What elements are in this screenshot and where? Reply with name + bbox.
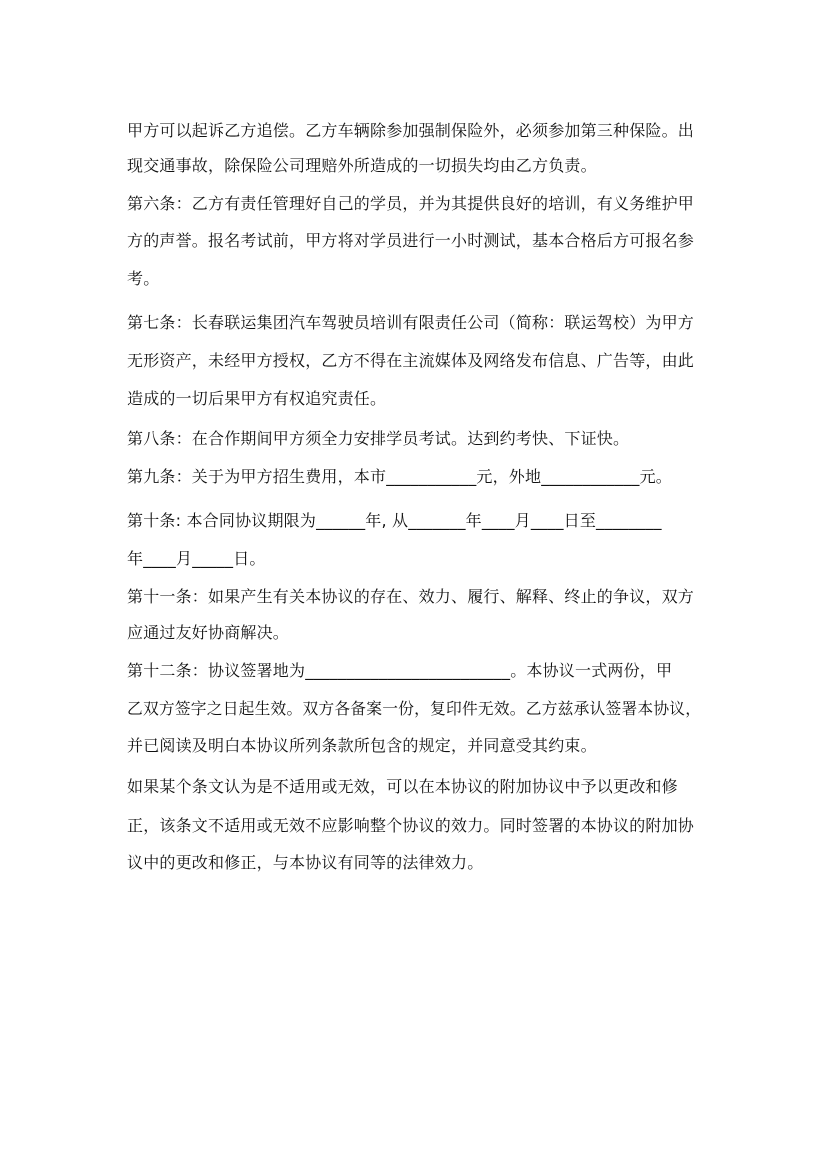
text-line: 第十条: 本合同协议期限为______年, 从_______年____月____日至________ <box>127 511 662 530</box>
text-line: 第十一条：如果产生有关本协议的存在、效力、履行、解释、终止的争议，双方 <box>127 587 695 606</box>
text-line: 方的声誉。报名考试前，甲方将对学员进行一小时测试，基本合格后方可报名参 <box>127 231 695 250</box>
text-line: 并已阅读及明白本协议所列条款所包含的规定，并同意受其约束。 <box>127 736 597 755</box>
text-line: 现交通事故，除保险公司理赔外所造成的一切损失均由乙方负责。 <box>127 156 597 175</box>
text-line: 年____月_____日。 <box>127 549 266 568</box>
text-line: 如果某个条文认为是不适用或无效，可以在本协议的附加协议中予以更改和修 <box>127 777 678 796</box>
text-line: 第八条：在合作期间甲方须全力安排学员考试。达到约考快、下证快。 <box>127 429 630 448</box>
text-line: 议中的更改和修正，与本协议有同等的法律效力。 <box>127 853 484 872</box>
text-line: 无形资产，未经甲方授权，乙方不得在主流媒体及网络发布信息、广告等，由此 <box>127 351 695 370</box>
text-line: 考。 <box>127 269 160 288</box>
text-line: 正，该条文不适用或无效不应影响整个协议的效力。同时签署的本协议的附加协 <box>127 816 695 835</box>
text-line: 乙双方签字之日起生效。双方各备案一份，复印件无效。乙方兹承认签署本协议， <box>127 699 702 718</box>
text-line: 第七条：长春联运集团汽车驾驶员培训有限责任公司（简称：联运驾校）为甲方 <box>127 313 695 332</box>
text-line: 应通过友好协商解决。 <box>127 623 290 642</box>
text-line: 第六条：乙方有责任管理好自己的学员，并为其提供良好的培训，有义务维护甲 <box>127 194 695 213</box>
text-line: 甲方可以起诉乙方追偿。乙方车辆除参加强制保险外，必须参加第三种保险。出 <box>127 121 695 140</box>
text-line: 第十二条：协议签署地为_________________________。本协议一式两份，甲 <box>127 661 673 680</box>
text-line: 第九条：关于为甲方招生费用，本市___________元，外地____________元。 <box>127 467 673 486</box>
text-line: 造成的一切后果甲方有权追究责任。 <box>127 389 387 408</box>
